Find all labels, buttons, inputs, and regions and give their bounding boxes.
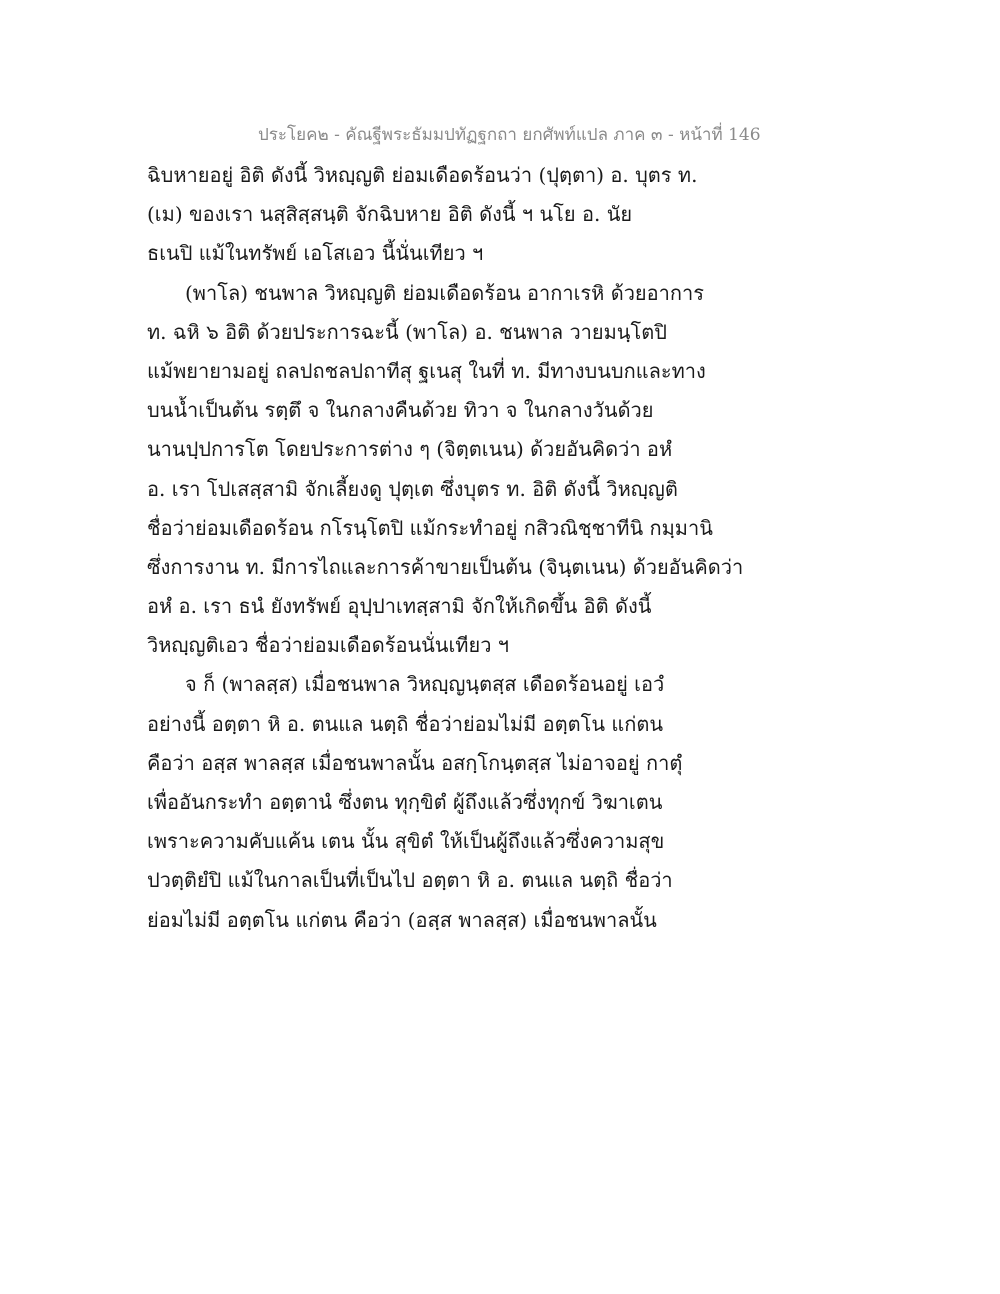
- text-line: ฉิบหายอยู่ อิติ ดังนี้ วิหญฺญติ ย่อมเดือดร้อนว่า (ปุตฺตา) อ. บุตร ท.: [147, 163, 698, 187]
- text-line: นานปฺปการโต โดยประการต่าง ๆ (จิตฺตเนน) ด้วยอันคิดว่า อหํ: [147, 437, 673, 462]
- text-line: เพื่ออันกระทำ อตฺตานํ ซึ่งตน ทุกฺขิตํ ผู้ถึงแล้วซึ่งทุกข์ วิฆาเตน: [147, 790, 663, 814]
- text-line-paragraph-start: (พาโล) ชนพาล วิหญฺญติ ย่อมเดือดร้อน อากาเรหิ ด้วยอาการ: [185, 280, 704, 305]
- text-line: วิหญฺญติเอว ชื่อว่าย่อมเดือดร้อนนั่นเทียว ฯ: [147, 633, 510, 658]
- text-line: คือว่า อสฺส พาลสฺส เมื่อชนพาลนั้น อสกฺโกนฺตสฺส ไม่อาจอยู่ กาตุํ: [147, 750, 683, 775]
- text-line: อหํ อ. เรา ธนํ ยังทรัพย์ อุปฺปาเทสฺสามิ จักให้เกิดขึ้น อิติ ดังนี้: [147, 594, 652, 619]
- text-line: ซึ่งการงาน ท. มีการไถและการค้าขายเป็นต้น (จินฺตเนน) ด้วยอันคิดว่า: [147, 554, 744, 579]
- text-line-paragraph-start: จ ก็ (พาลสฺส) เมื่อชนพาล วิหญฺญนฺตสฺส เดือดร้อนอยู่ เอวํ: [185, 672, 665, 697]
- text-line: แม้พยายามอยู่ ถลปถชลปถาทีสุ ฐเนสุ ในที่ ท. มีทางบนบกและทาง: [147, 358, 706, 383]
- text-line: เพราะความคับแค้น เตน นั้น สุขิตํ ให้เป็นผู้ถึงแล้วซึ่งความสุข: [147, 829, 665, 854]
- text-line: บนน้ำเป็นต้น รตฺตึ จ ในกลางคืนด้วย ทิวา จ ในกลางวันด้วย: [147, 398, 654, 423]
- text-line: ท. ฉหิ ๖ อิติ ด้วยประการฉะนี้ (พาโล) อ. ชนพาล วายมนฺโตปิ: [147, 319, 667, 344]
- body-text: [147, 156, 744, 940]
- text-line: ธเนปิ แม้ในทรัพย์ เอโสเอว นี้นั่นเทียว ฯ: [147, 241, 484, 266]
- text-line: ปวตฺติยํปิ แม้ในกาลเป็นที่เป็นไป อตฺตา หิ อ. ตนแล นตฺถิ ชื่อว่า: [147, 868, 673, 893]
- text-line: ย่อมไม่มี อตฺตโน แก่ตน คือว่า (อสฺส พาลสฺส) เมื่อชนพาลนั้น: [147, 907, 657, 932]
- text-line: อ. เรา โปเสสฺสามิ จักเลี้ยงดู ปุตฺเต ซึ่งบุตร ท. อิติ ดังนี้ วิหญฺญติ: [147, 476, 678, 501]
- text-line: (เม) ของเรา นสฺสิสฺสนฺติ จักฉิบหาย อิติ ดังนี้ ฯ นโย อ. นัย: [147, 202, 633, 227]
- text-line: อย่างนี้ อตฺตา หิ อ. ตนแล นตฺถิ ชื่อว่าย่อมไม่มี อตฺตโน แก่ตน: [147, 711, 664, 736]
- running-header: ประโยค๒ - คัณฐีพระธัมมปทัฏฐกถา ยกศัพท์แปล ภาค ๓ - หน้าที่ 146: [258, 125, 761, 145]
- text-line: ชื่อว่าย่อมเดือดร้อน กโรนฺโตปิ แม้กระทำอยู่ กสิวณิชฺชาทีนิ กมฺมานิ: [147, 515, 713, 540]
